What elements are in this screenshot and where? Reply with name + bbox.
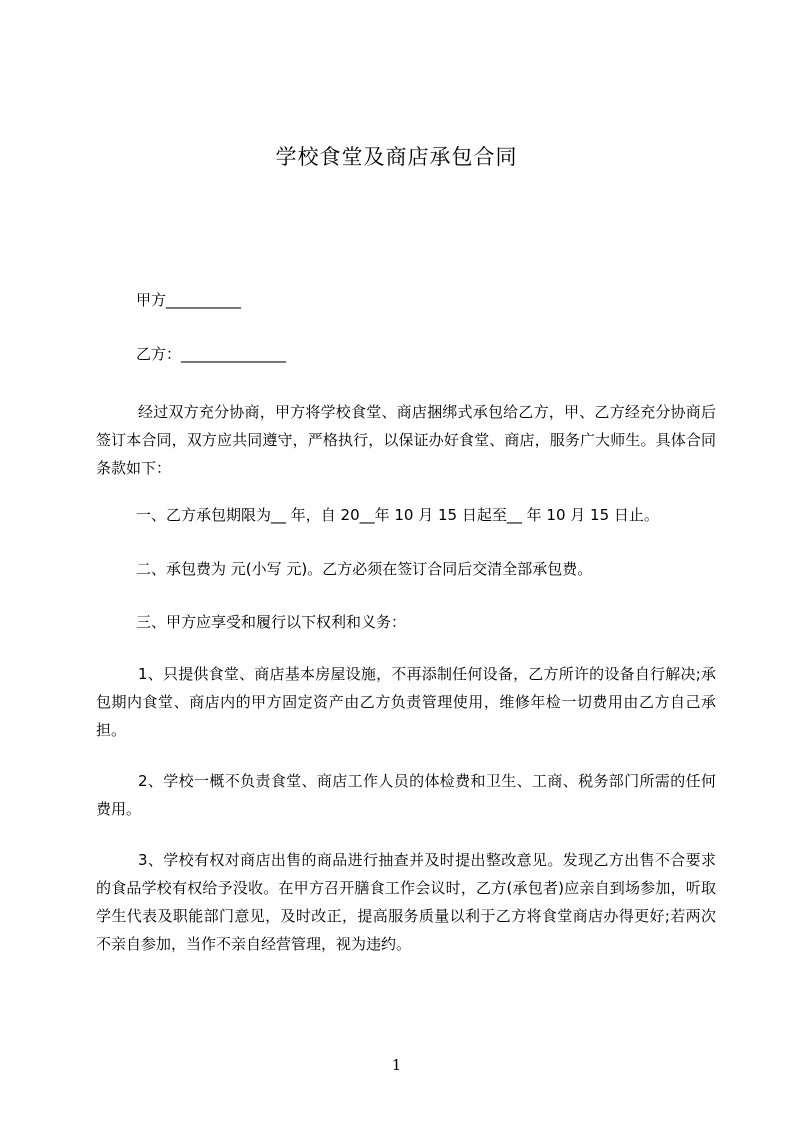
clause-3-item-1: 1、只提供食堂、商店基本房屋设施，不再添制任何设备，乙方所许的设备自行解决;承包期内食堂、商店内的甲方固定资产由乙方负责管理使用，维修年检一切费用由乙方自己承担。 <box>96 665 716 739</box>
clause-3-item-2: 2、学校一概不负责食堂、商店工作人员的体检费和卫生、工商、税务部门所需的任何费用。 <box>96 772 716 818</box>
clause-3: 三、甲方应享受和履行以下权利和义务： <box>136 613 407 631</box>
intro-paragraph: 经过双方充分协商，甲方将学校食堂、商店捆绑式承包给乙方，甲、乙方经充分协商后签订本合同，双方应共同遵守，严格执行，以保证办好食堂、商店，服务广大师生。具体合同条款如下： <box>96 403 716 477</box>
page-number: 1 <box>391 1056 402 1074</box>
document-title: 学校食堂及商店承包合同 <box>275 145 518 169</box>
clause-3-item-3: 3、学校有权对商店出售的商品进行抽查并及时提出整改意见。发现乙方出售不合要求的食品学校有权给予没收。在甲方召开膳食工作会议时，乙方(承包者)应亲自到场参加，听取学生代表及职能部门意见，及时改正，提高服务质量以利于乙方将食堂商店办得更好;若两次不亲自参加，当作不亲自经营管理，视为违约。 <box>96 851 716 953</box>
party-a-line: 甲方__________ <box>136 291 242 309</box>
party-b-line: 乙方：______________ <box>136 345 287 363</box>
clause-1: 一、乙方承包期限为__ 年，自 20__年 10 月 15 日起至__ 年 10 月 15 日止。 <box>136 506 659 524</box>
clause-2: 二、承包费为 元(小写 元)。乙方必须在签订合同后交清全部承包费。 <box>136 560 593 578</box>
